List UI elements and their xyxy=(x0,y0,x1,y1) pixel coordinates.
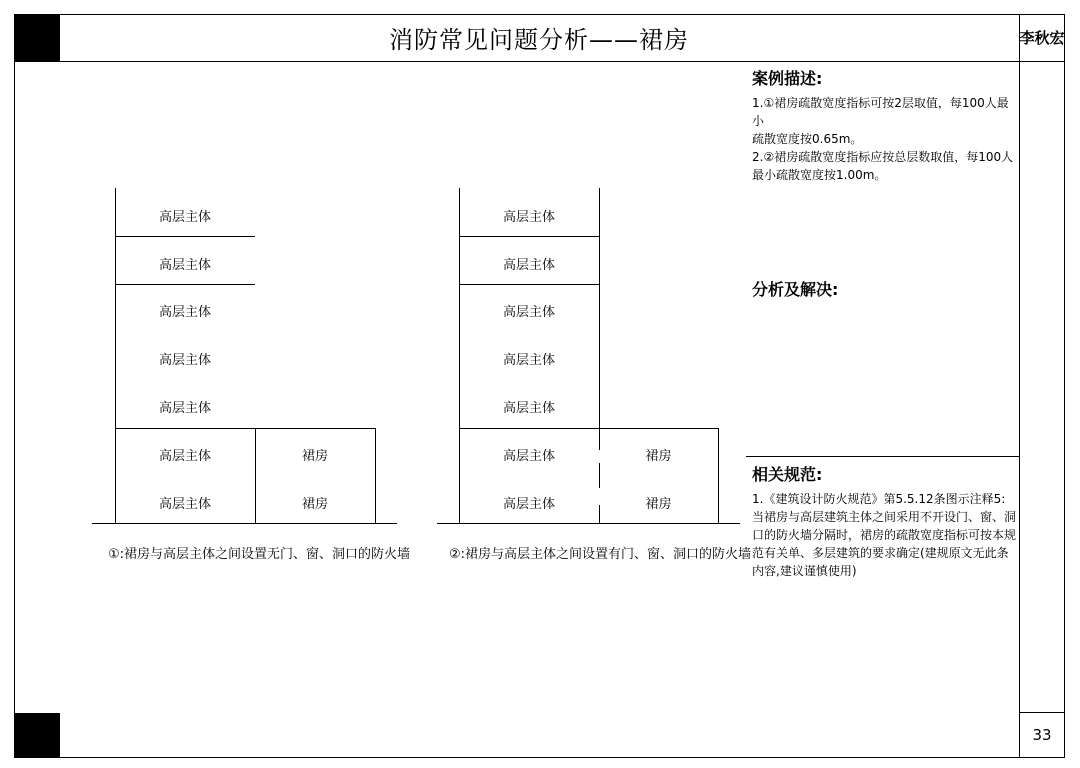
related-code-text xyxy=(752,490,1018,580)
page-title: 消防常见问题分析——裙房 xyxy=(389,26,689,54)
corner-block-bottom-left xyxy=(14,713,60,758)
page-number: 33 xyxy=(1032,726,1052,744)
tower-floor-label: 高层主体 xyxy=(502,497,555,512)
tower-floor-label: 高层主体 xyxy=(158,305,211,320)
tower-floor-label: 高层主体 xyxy=(158,258,211,273)
floor-line xyxy=(459,284,599,285)
tower-floor-label: 高层主体 xyxy=(158,497,211,512)
code-line: 内容,建议谨慎使用) xyxy=(752,564,857,578)
case-description-heading: 案例描述: xyxy=(752,69,823,88)
podium-right-edge xyxy=(718,428,719,523)
right-column-divider xyxy=(1019,14,1020,758)
podium-floor-label: 裙房 xyxy=(301,449,328,464)
tower-floor-label: 高层主体 xyxy=(158,210,211,225)
podium-floor-label: 裙房 xyxy=(645,449,672,464)
code-line: 当裙房与高层建筑主体之间采用不开设门、窗、洞 xyxy=(752,510,1017,524)
tower-floor-label: 高层主体 xyxy=(502,210,555,225)
diagram-caption: ①:裙房与高层主体之间设置无门、窗、洞口的防火墙 xyxy=(108,547,411,562)
notes-divider xyxy=(746,456,1019,457)
ground-line xyxy=(92,523,397,524)
case-line: 1.①裙房疏散宽度指标可按2层取值，每100人最小 xyxy=(752,96,1009,128)
podium-roof-line xyxy=(459,428,718,429)
tower-floor-label: 高层主体 xyxy=(502,401,555,416)
tower-floor-label: 高层主体 xyxy=(502,353,555,368)
title-bar-divider xyxy=(14,61,1065,62)
floor-line xyxy=(115,284,255,285)
ground-line xyxy=(437,523,740,524)
podium-floor-label: 裙房 xyxy=(301,497,328,512)
case-line: 疏散宽度按0.65m。 xyxy=(752,132,863,146)
podium-roof-line xyxy=(115,428,375,429)
analysis-heading: 分析及解决: xyxy=(752,280,839,299)
code-line: 范有关单、多层建筑的要求确定(建规原文无此条 xyxy=(752,546,1009,560)
tower-floor-label: 高层主体 xyxy=(158,449,211,464)
code-line: 1.《建筑设计防火规范》第5.5.12条图示注释5: xyxy=(752,492,1006,506)
podium-floor-label: 裙房 xyxy=(645,497,672,512)
case-line: 2.②裙房疏散宽度指标应按总层数取值，每100人 xyxy=(752,150,1014,164)
code-line: 口的防火墙分隔时，裙房的疏散宽度指标可按本规 xyxy=(752,528,1017,542)
floor-line xyxy=(115,236,255,237)
corner-block-top-left xyxy=(14,14,60,61)
tower-floor-label: 高层主体 xyxy=(502,305,555,320)
related-code-heading: 相关规范: xyxy=(752,465,823,484)
podium-right-edge xyxy=(375,428,376,523)
fire-wall-segment xyxy=(599,463,600,488)
tower-floor-label: 高层主体 xyxy=(158,353,211,368)
author-name: 李秋宏 xyxy=(1019,29,1065,47)
floor-line xyxy=(459,236,599,237)
case-description-text xyxy=(752,94,1018,184)
tower-floor-label: 高层主体 xyxy=(502,449,555,464)
case-line: 最小疏散宽度按1.00m。 xyxy=(752,168,887,182)
tower-right-edge xyxy=(599,188,600,428)
tower-floor-label: 高层主体 xyxy=(158,401,211,416)
diagram-caption: ②:裙房与高层主体之间设置有门、窗、洞口的防火墙 xyxy=(449,547,752,562)
tower-floor-label: 高层主体 xyxy=(502,258,555,273)
